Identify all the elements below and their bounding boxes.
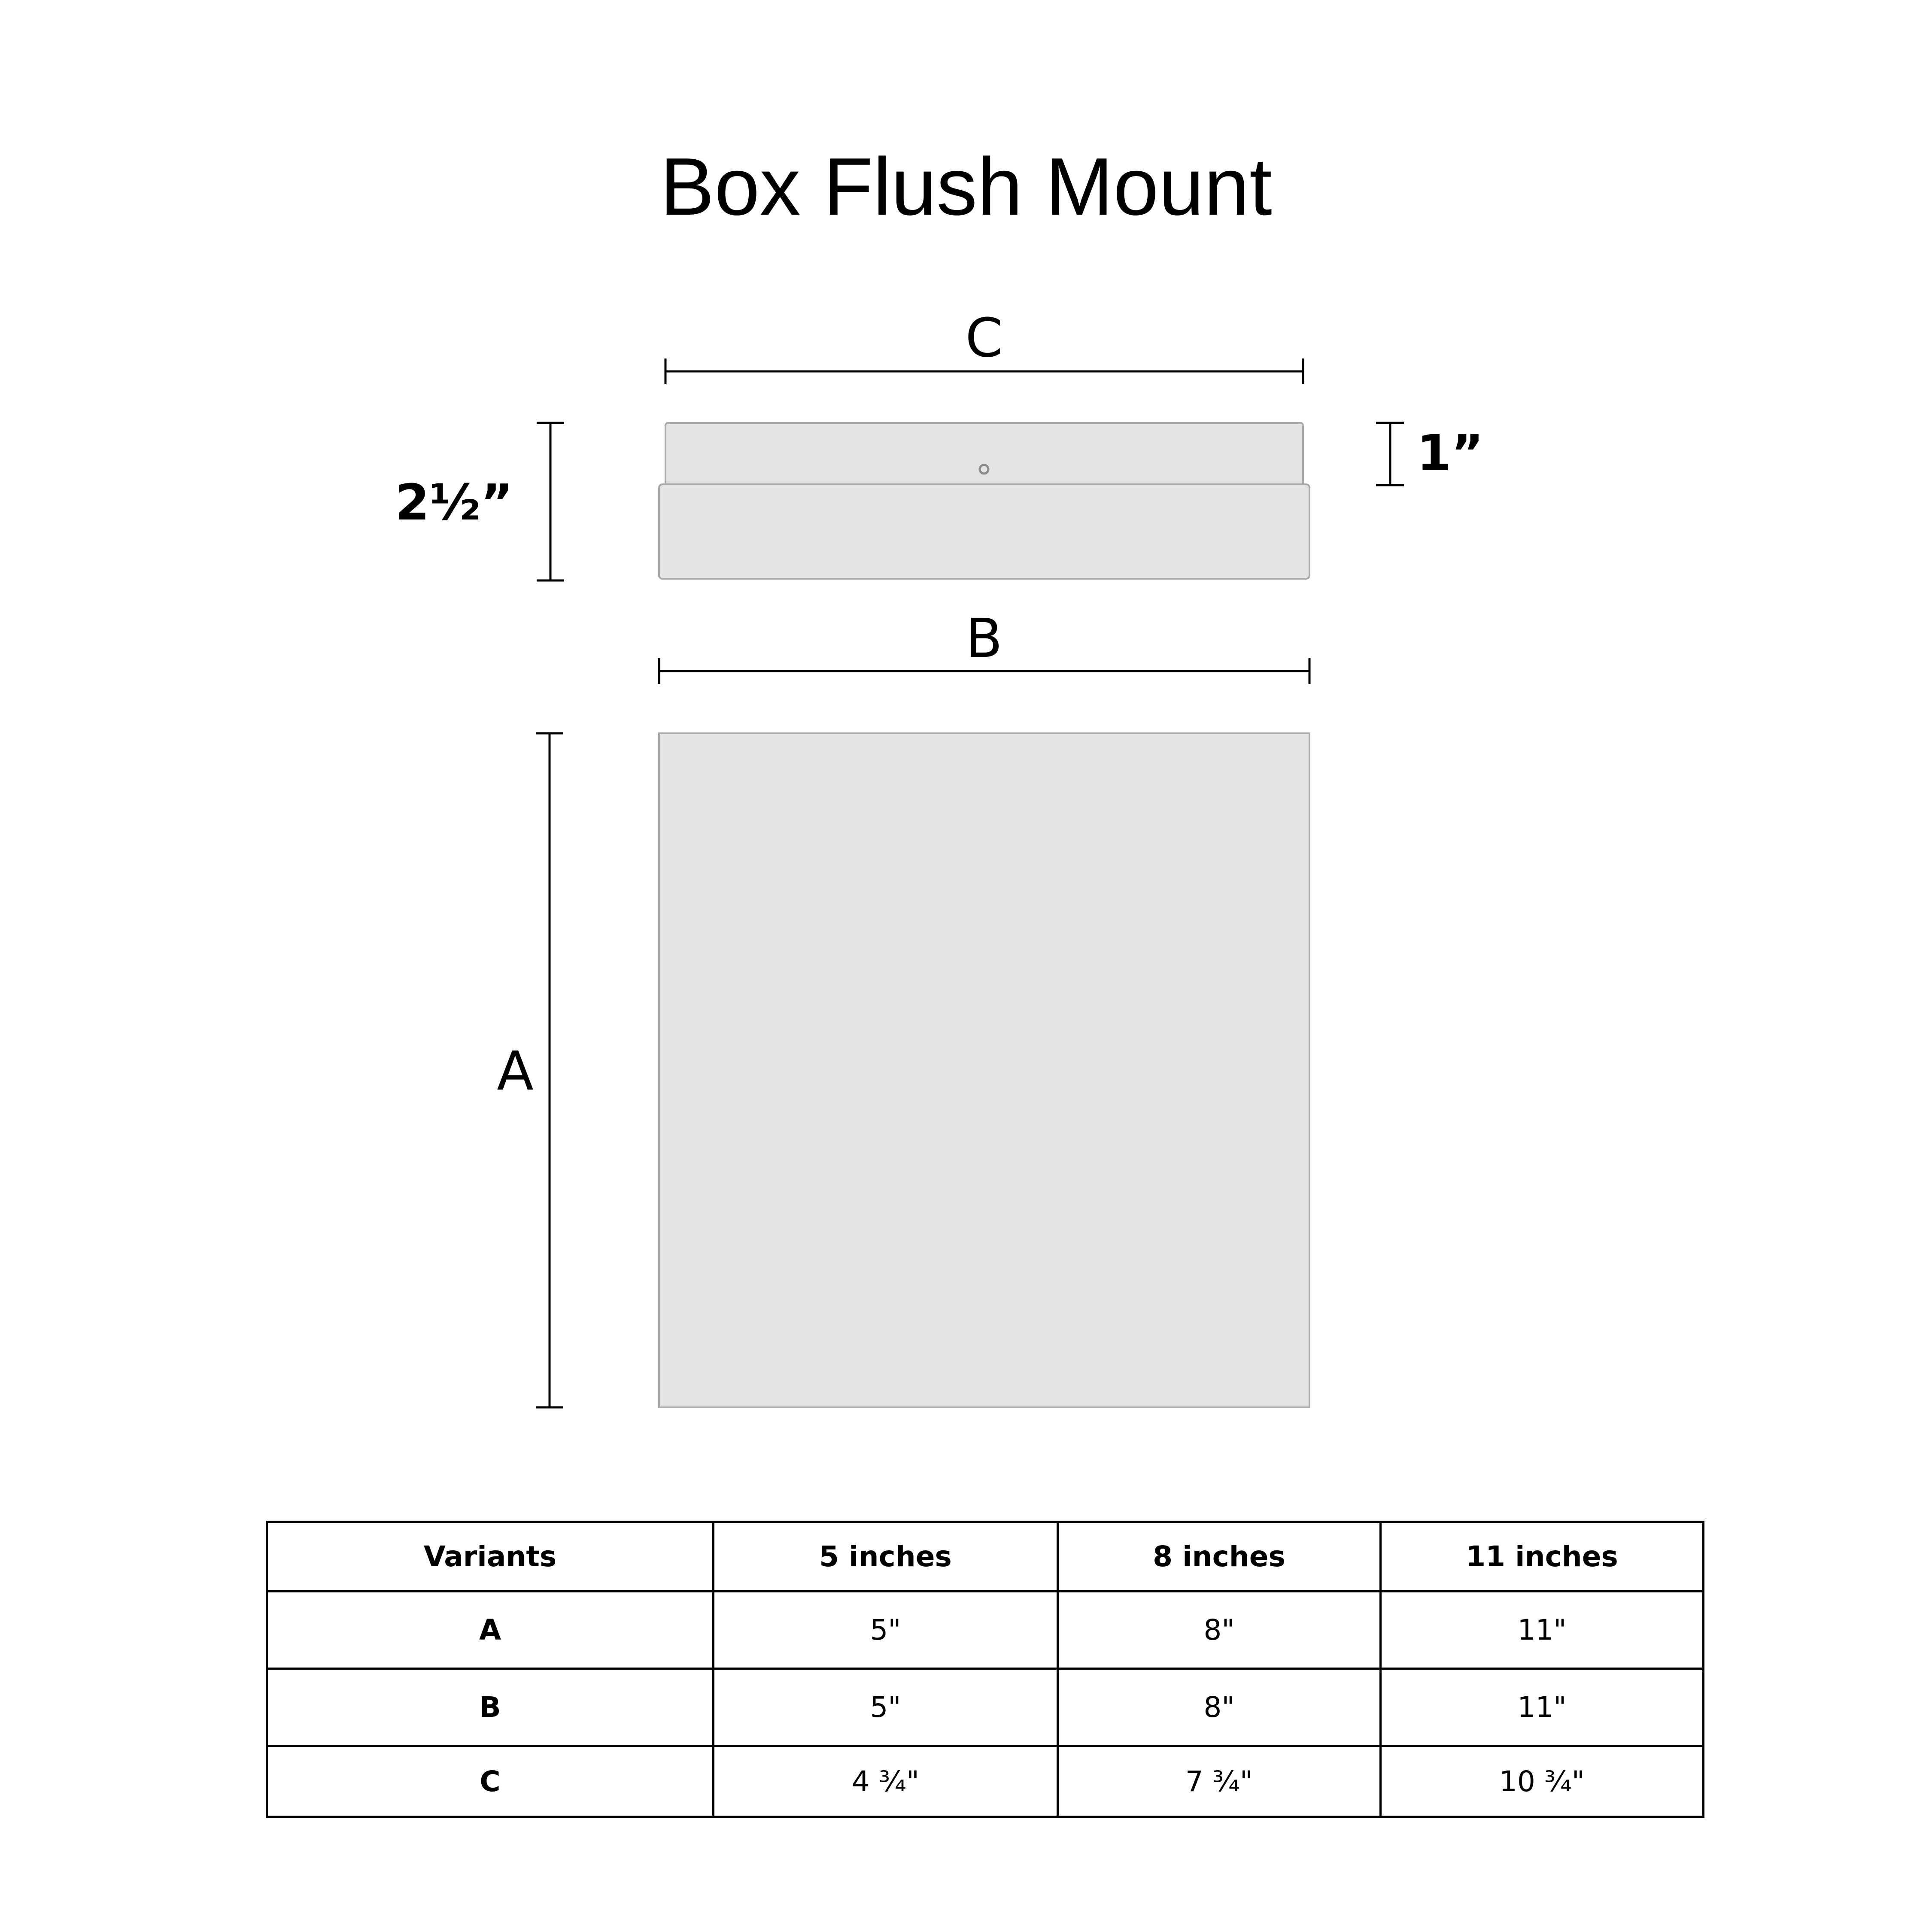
dimension-total-height bbox=[537, 423, 564, 580]
table-cell: 11" bbox=[1381, 1592, 1704, 1669]
row-label: B bbox=[267, 1669, 714, 1746]
row-label: A bbox=[267, 1592, 714, 1669]
header-5-inches: 5 inches bbox=[714, 1522, 1058, 1592]
dimension-a bbox=[536, 733, 563, 1407]
label-canopy-height: 1” bbox=[1417, 425, 1484, 482]
header-8-inches: 8 inches bbox=[1058, 1522, 1381, 1592]
table-cell: 4 ¾" bbox=[714, 1746, 1058, 1817]
table-header-row bbox=[267, 1522, 1704, 1592]
header-11-inches: 11 inches bbox=[1381, 1522, 1704, 1592]
table-cell: 10 ¾" bbox=[1381, 1746, 1704, 1817]
page-title: Box Flush Mount bbox=[660, 141, 1272, 232]
table-cell: 8" bbox=[1058, 1669, 1381, 1746]
label-c: C bbox=[965, 307, 1003, 369]
label-total-height: 2½” bbox=[395, 474, 513, 532]
table-cell: 5" bbox=[714, 1592, 1058, 1669]
label-a: A bbox=[497, 1040, 534, 1103]
table-cell: 5" bbox=[714, 1669, 1058, 1746]
box-front-view bbox=[659, 733, 1309, 1407]
box-body-profile bbox=[659, 484, 1309, 579]
header-variants: Variants bbox=[267, 1522, 714, 1592]
row-label: C bbox=[267, 1746, 714, 1817]
table-row bbox=[267, 1669, 1704, 1746]
label-b: B bbox=[966, 608, 1002, 670]
table-row bbox=[267, 1746, 1704, 1817]
table-cell: 8" bbox=[1058, 1592, 1381, 1669]
variants-table bbox=[266, 1521, 1704, 1818]
dimension-canopy-height bbox=[1376, 423, 1404, 485]
canopy-top-profile bbox=[665, 423, 1303, 485]
table-cell: 7 ¾" bbox=[1058, 1746, 1381, 1817]
table-cell: 11" bbox=[1381, 1669, 1704, 1746]
table-row bbox=[267, 1592, 1704, 1669]
